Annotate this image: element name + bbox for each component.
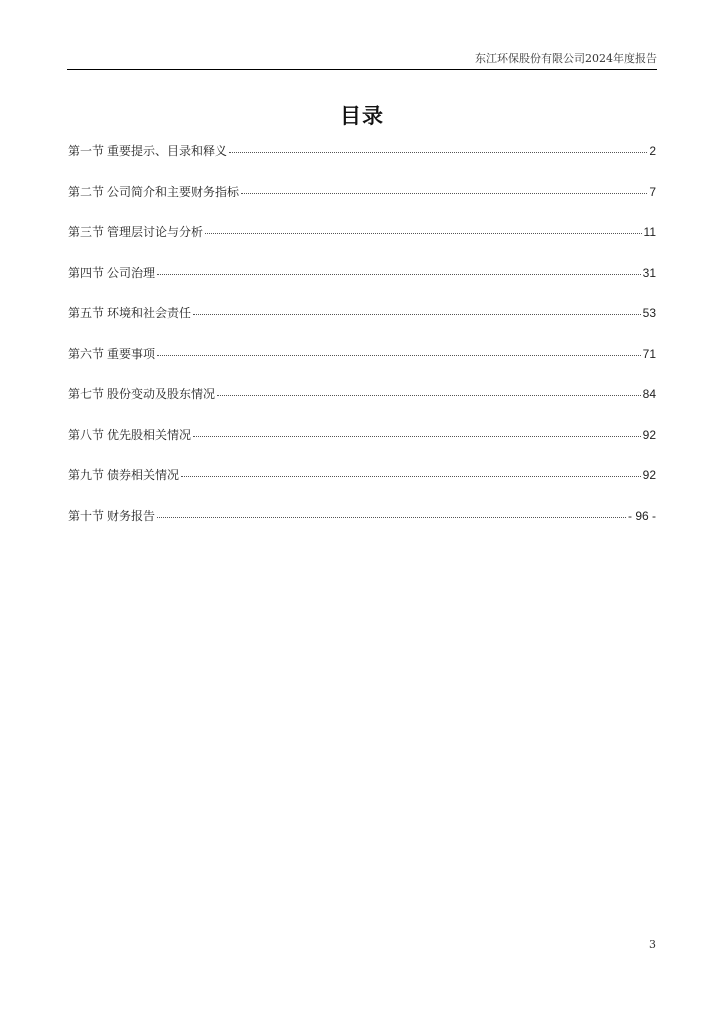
toc-dot-leader — [229, 152, 647, 153]
toc-section-number: 第四节 — [68, 265, 105, 280]
toc-section-number: 第二节 — [68, 184, 105, 199]
toc-section-number: 第九节 — [68, 468, 105, 482]
toc-section-title: 重要事项 — [107, 346, 156, 361]
toc-section-number: 第七节 — [68, 387, 105, 401]
toc-entry-section-3[interactable] — [68, 223, 656, 264]
toc-section-title: 债券相关情况 — [107, 468, 180, 482]
header-divider — [67, 69, 657, 70]
toc-section-title: 优先股相关情况 — [107, 427, 192, 442]
toc-dot-leader — [181, 476, 641, 477]
toc-section-title: 公司治理 — [107, 265, 156, 280]
toc-dot-leader — [241, 193, 647, 194]
toc-page-number: 84 — [642, 387, 656, 401]
toc-page-number: 7 — [649, 184, 656, 199]
toc-section-number: 第十节 — [68, 508, 105, 523]
toc-page-number: 31 — [642, 265, 656, 280]
toc-dot-leader — [205, 233, 642, 234]
toc-entry-section-5[interactable] — [68, 304, 656, 345]
toc-section-number: 第五节 — [68, 306, 105, 320]
page-header: 东江环保股份有限公司2024年度报告 — [475, 52, 657, 65]
page-number: 3 — [649, 938, 656, 951]
toc-dot-leader — [157, 517, 626, 518]
toc-entry-section-4[interactable] — [68, 264, 656, 305]
toc-section-number: 第六节 — [68, 346, 105, 361]
toc-page-number: 53 — [642, 306, 656, 320]
toc-section-title: 财务报告 — [107, 508, 156, 523]
table-of-contents — [68, 142, 656, 547]
toc-dot-leader — [193, 436, 641, 437]
toc-section-title: 股份变动及股东情况 — [107, 387, 216, 401]
toc-page-number: 92 — [642, 468, 656, 482]
toc-dot-leader — [157, 274, 641, 275]
toc-entry-section-6[interactable] — [68, 345, 656, 386]
toc-section-number: 第八节 — [68, 427, 105, 442]
toc-dot-leader — [193, 314, 641, 315]
toc-page-number: 71 — [642, 346, 656, 361]
toc-page-number: 92 — [642, 427, 656, 442]
toc-section-title: 公司简介和主要财务指标 — [107, 184, 240, 199]
toc-entry-section-1[interactable] — [68, 142, 656, 183]
toc-page-number: 11 — [643, 225, 656, 239]
toc-title: 目录 — [340, 104, 384, 128]
toc-entry-section-10[interactable] — [68, 507, 656, 548]
toc-dot-leader — [157, 355, 641, 356]
toc-section-title: 重要提示、目录和释义 — [107, 144, 228, 158]
toc-section-title: 环境和社会责任 — [107, 306, 192, 320]
toc-entry-section-8[interactable] — [68, 426, 656, 467]
toc-section-number: 第三节 — [68, 225, 105, 239]
toc-section-number: 第一节 — [68, 144, 105, 158]
toc-section-title: 管理层讨论与分析 — [107, 225, 204, 239]
toc-entry-section-7[interactable] — [68, 385, 656, 426]
toc-page-number: - 96 - — [627, 508, 656, 523]
toc-entry-section-9[interactable] — [68, 466, 656, 507]
toc-dot-leader — [217, 395, 641, 396]
toc-entry-section-2[interactable] — [68, 183, 656, 224]
toc-page-number: 2 — [649, 144, 656, 158]
